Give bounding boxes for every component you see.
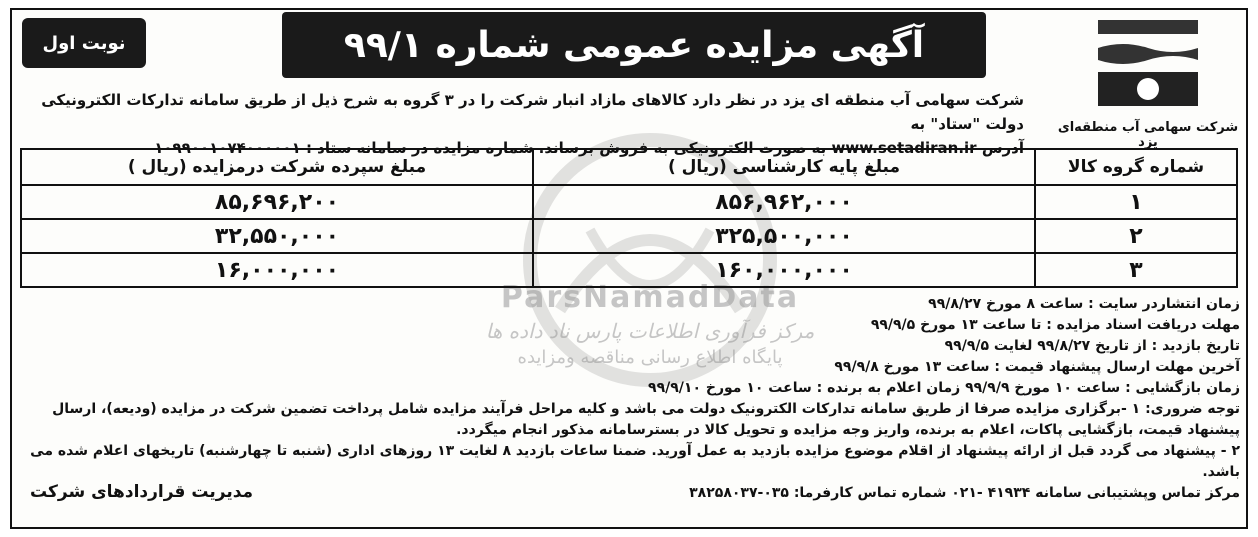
cell-deposit: ۳۲,۵۵۰,۰۰۰ xyxy=(21,219,533,253)
setad-link[interactable]: www.setadiran.ir xyxy=(831,139,977,157)
items-table xyxy=(20,148,1238,288)
cell-group: ۲ xyxy=(1035,219,1237,253)
table-row xyxy=(21,185,1237,219)
cell-group: ۱ xyxy=(1035,185,1237,219)
cell-deposit: ۱۶,۰۰۰,۰۰۰ xyxy=(21,253,533,287)
company-logo xyxy=(1048,8,1248,148)
visit-dates: تاریخ بازدید : از تاریخ ۹۹/۸/۲۷ لغایت ۹۹/۹/۵ xyxy=(944,338,1240,354)
col-group-number: شماره گروه کالا xyxy=(1035,149,1237,185)
bid-deadline: آخرین مهلت ارسال پیشنهاد قیمت : ساعت ۱۳ مورخ ۹۹/۹/۸ xyxy=(834,359,1240,375)
important-note-2: ۲ - پیشنهاد می گردد قبل از ارائه پیشنهاد از اقلام موضوع مزایده بازدید به عمل آورید. ضمنا ساعات بازدید ۸ لغایت ۱۳ روزهای اداری (شنبه تا چهارشنبه) تاریخهای اعلام شده می باشد. xyxy=(30,443,1240,480)
publish-time: زمان انتشاردر سایت : ساعت ۸ مورخ ۹۹/۸/۲۷ xyxy=(928,296,1240,312)
table-row xyxy=(21,219,1237,253)
intro-prefix: آدرس xyxy=(981,139,1024,157)
auction-details xyxy=(20,294,1240,504)
cell-base-price: ۱۶۰,۰۰۰,۰۰۰ xyxy=(533,253,1035,287)
intro-suffix: به صورت الکترونیکی به فروش برساند. شماره مزایده در سامانه ستاد : ۱۰۹۹۰۰۱۰۷۴۰۰۰۰۰۱ xyxy=(154,139,827,157)
signature: مدیریت قراردادهای شرکت xyxy=(30,482,254,502)
page-title: آگهی مزایده عمومی شماره ۹۹/۱ xyxy=(282,12,986,78)
watermark-line-1: مرکز فرآوری اطلاعات پارس ناد داده ها xyxy=(485,319,815,343)
water-logo-icon xyxy=(1093,14,1203,114)
cell-group: ۳ xyxy=(1035,253,1237,287)
table-header-row xyxy=(21,149,1237,185)
intro-line-1: شرکت سهامی آب منطقه ای یزد در نظر دارد کالاهای مازاد انبار شرکت را در ۳ گروه به شرح ذیل از طریق سامانه تدارکات الکترونیکی دولت "ستاد" به xyxy=(41,91,1024,133)
round-badge: نوبت اول xyxy=(22,18,146,68)
cell-deposit: ۸۵,۶۹۶,۲۰۰ xyxy=(21,185,533,219)
cell-base-price: ۸۵۶,۹۶۲,۰۰۰ xyxy=(533,185,1035,219)
important-note-1: توجه ضروری: ۱ -برگزاری مزایده صرفا از طریق سامانه تدارکات الکترونیک دولت می باشد و کلیه مراحل فرآیند مزایده شامل پرداخت تضمین شرکت در مزایده (ودیعه)، ارسال پیشنهاد قیمت، بازگشایی پاکات، اعلام به برنده، واریز وجه مزایده و تحویل کالا در بسترسامانه مذکور انجام میگردد. xyxy=(52,401,1240,438)
cell-base-price: ۳۲۵,۵۰۰,۰۰۰ xyxy=(533,219,1035,253)
col-base-price: مبلغ پایه کارشناسی (ریال ) xyxy=(533,149,1035,185)
opening-time: زمان بازگشایی : ساعت ۱۰ مورخ ۹۹/۹/۹ زمان اعلام به برنده : ساعت ۱۰ مورخ ۹۹/۹/۱۰ xyxy=(648,380,1240,396)
col-deposit: مبلغ سپرده شرکت درمزایده (ریال ) xyxy=(21,149,533,185)
watermark-brand: ParsNamadData xyxy=(500,280,800,315)
watermark-line-2: پایگاه اطلاع رسانی مناقصه ومزایده xyxy=(517,347,783,368)
table-row xyxy=(21,253,1237,287)
company-name: شرکت سهامی آب منطقه‌ای یزد xyxy=(1057,120,1239,150)
docs-deadline: مهلت دریافت اسناد مزایده : تا ساعت ۱۳ مورخ ۹۹/۹/۵ xyxy=(870,317,1240,333)
contact-info: مرکز تماس وپشتیبانی سامانه ۴۱۹۳۴ -۰۲۱ شماره تماس کارفرما: ۰۳۵-۳۸۲۵۸۰۳۷ xyxy=(689,485,1240,501)
